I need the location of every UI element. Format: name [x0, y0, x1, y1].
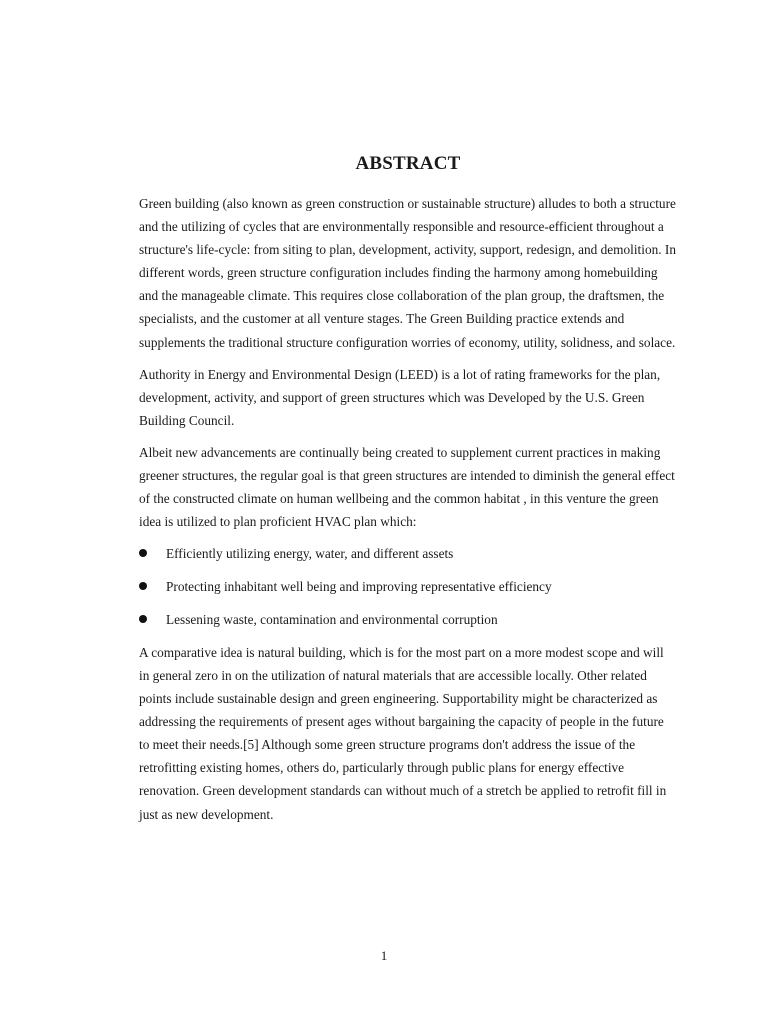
paragraph-advancements: Albeit new advancements are continually being created to supplement current practices in making greener structures, the regular goal is that green structures are intended to diminish the general effect of the constructed climate on human wellbeing and the common habitat , in this venture the green idea is utilized to plan proficient HVAC plan which:: [139, 444, 675, 530]
page-number: 1: [380, 948, 388, 963]
bullet-text: Protecting inhabitant well being and improving representative efficiency: [166, 579, 552, 595]
bullet-list: [139, 542, 677, 631]
bullet-text: Efficiently utilizing energy, water, and different assets: [166, 546, 454, 562]
bullet-item: [139, 542, 677, 565]
abstract-heading: ABSTRACT: [355, 153, 461, 174]
bullet-dot-icon: [139, 615, 147, 623]
bullet-item: [139, 608, 677, 631]
bullet-item: [139, 575, 677, 598]
bullet-dot-icon: [139, 582, 147, 590]
bullet-text: Lessening waste, contamination and environmental corruption: [166, 611, 498, 627]
bullet-dot-icon: [139, 549, 147, 557]
paragraph-leed: Authority in Energy and Environmental Design (LEED) is a lot of rating frameworks for the plan, development, activity, and support of green structures which was Developed by the U.S. Green Building Council.: [139, 366, 661, 428]
paragraph-green-building: Green building (also known as green construction or sustainable structure) alludes to both a structure and the utilizing of cycles that are environmentally responsible and resource-efficient throughout a structure's life-cycle: from siting to plan, development, activity, support, redesign, and demolition. In different words, green structure configuration includes finding the harmony among homebuilding and the manageable climate. This requires close collaboration of the plan group, the draftsmen, the specialists, and the customer at all venture stages. The Green Building practice extends and supplements the traditional structure configuration worries of economy, utility, solidness, and solace.: [139, 196, 676, 350]
paragraph-natural-building: A comparative idea is natural building, which is for the most part on a more modest scope and will in general zero in on the utilization of natural materials that are accessible locally. Other related points include sustainable design and green engineering. Supportability might be characterized as addressing the requirements of present ages without bargaining the capacity of people in the future to meet their needs.[5] Although some green structure programs don't address the issue of the retrofitting existing homes, others do, particularly through public plans for energy effective renovation. Green development standards can without much of a stretch be applied to retrofit fill in just as new development.: [139, 644, 667, 822]
page-content: [139, 152, 677, 835]
